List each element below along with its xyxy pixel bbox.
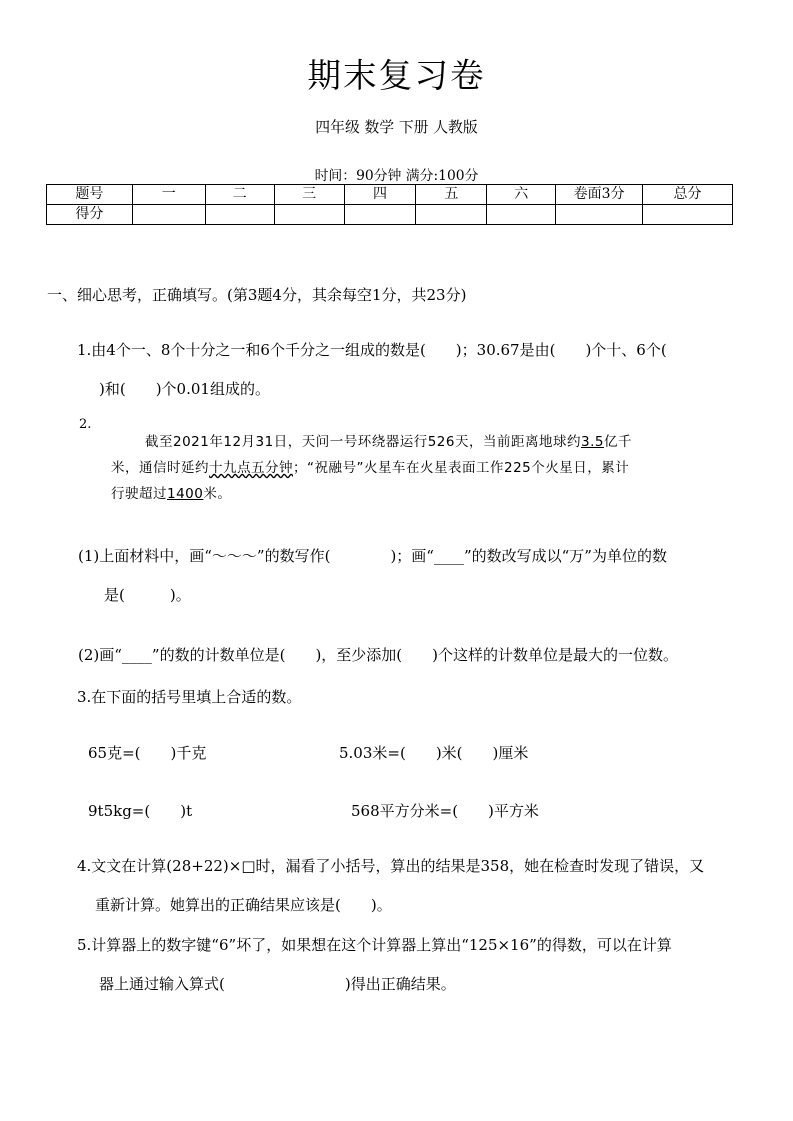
question-2-sub-2: (2)画“____”的数的计数单位是( )，至少添加( )个这样的计数单位是最大的一位数。: [78, 646, 678, 664]
table-header-cell: 六: [487, 185, 556, 205]
score-table-score-row: [47, 205, 733, 225]
question-2-material-line-1: 截至2021年12月31日，天问一号环绕器运行526天，当前距离地球约3.5亿千: [145, 434, 632, 450]
table-header-cell: 总分: [643, 185, 733, 205]
question-2-sub-1-line-1: (1)上面材料中，画“～～～”的数写作( )；画“____”的数改写成以“万”为单位的数: [78, 547, 667, 565]
score-cell[interactable]: [344, 205, 416, 225]
question-1-line-2: )和( )个0.01组成的。: [99, 380, 270, 398]
time-info: 时间：90分钟 满分:100分: [314, 168, 479, 184]
page-title: 期末复习卷: [307, 56, 486, 95]
score-cell[interactable]: [643, 205, 733, 225]
question-3-heading: 3.在下面的括号里填上合适的数。: [77, 688, 302, 706]
score-cell[interactable]: [274, 205, 344, 225]
question-4-line-2: 重新计算。她算出的正确结果应该是( )。: [95, 896, 392, 914]
question-2-material-line-3: 行驶超过1400米。: [111, 486, 232, 502]
question-1-line-1: 1.由4个一、8个十分之一和6个千分之一组成的数是( )；30.67是由( )个十、6个(: [77, 341, 667, 359]
score-cell[interactable]: [556, 205, 643, 225]
question-4-line-1: 4.文文在计算(28+22)×□时，漏看了小括号，算出的结果是358，她在检查时发现了错误，又: [77, 857, 705, 875]
score-cell[interactable]: [205, 205, 274, 225]
question-3-item-1: 65克=( )千克: [88, 744, 207, 762]
question-3-item-4: 568平方分米=( )平方米: [351, 802, 539, 820]
question-2-material-line-2: 米，通信时延约十九点五分钟；“祝融号”火星车在火星表面工作225个火星日，累计: [111, 460, 630, 476]
score-cell[interactable]: [132, 205, 205, 225]
page-subtitle: 四年级 数学 下册 人教版: [315, 119, 478, 136]
table-header-cell: 二: [205, 185, 274, 205]
table-header-cell: 四: [344, 185, 416, 205]
table-header-cell: 卷面3分: [556, 185, 643, 205]
score-cell[interactable]: [487, 205, 556, 225]
table-header-cell: 题号: [47, 185, 133, 205]
table-header-cell: 五: [416, 185, 487, 205]
table-row-label: 得分: [47, 205, 133, 225]
question-3-item-2: 5.03米=( )米( )厘米: [339, 744, 529, 762]
score-table: [46, 184, 733, 225]
score-table-header-row: [47, 185, 733, 205]
question-2-number: 2.: [79, 417, 92, 432]
wavy-underlined-number: 十九点五分钟: [209, 460, 293, 476]
score-cell[interactable]: [416, 205, 487, 225]
question-3-item-3: 9t5kg=( )t: [88, 802, 193, 820]
underlined-number: 1400: [167, 486, 204, 502]
question-5-line-2: 器上通过输入算式( )得出正确结果。: [99, 975, 456, 993]
question-5-line-1: 5.计算器上的数字键“6”坏了，如果想在这个计算器上算出“125×16”的得数，可以在计算: [77, 936, 672, 954]
question-2-sub-1-line-2: 是( )。: [104, 586, 191, 604]
section-heading: 一、细心思考，正确填写。(第3题4分，其余每空1分，共23分): [47, 286, 467, 304]
table-header-cell: 三: [274, 185, 344, 205]
table-header-cell: 一: [132, 185, 205, 205]
underlined-number: 3.5: [580, 434, 604, 450]
